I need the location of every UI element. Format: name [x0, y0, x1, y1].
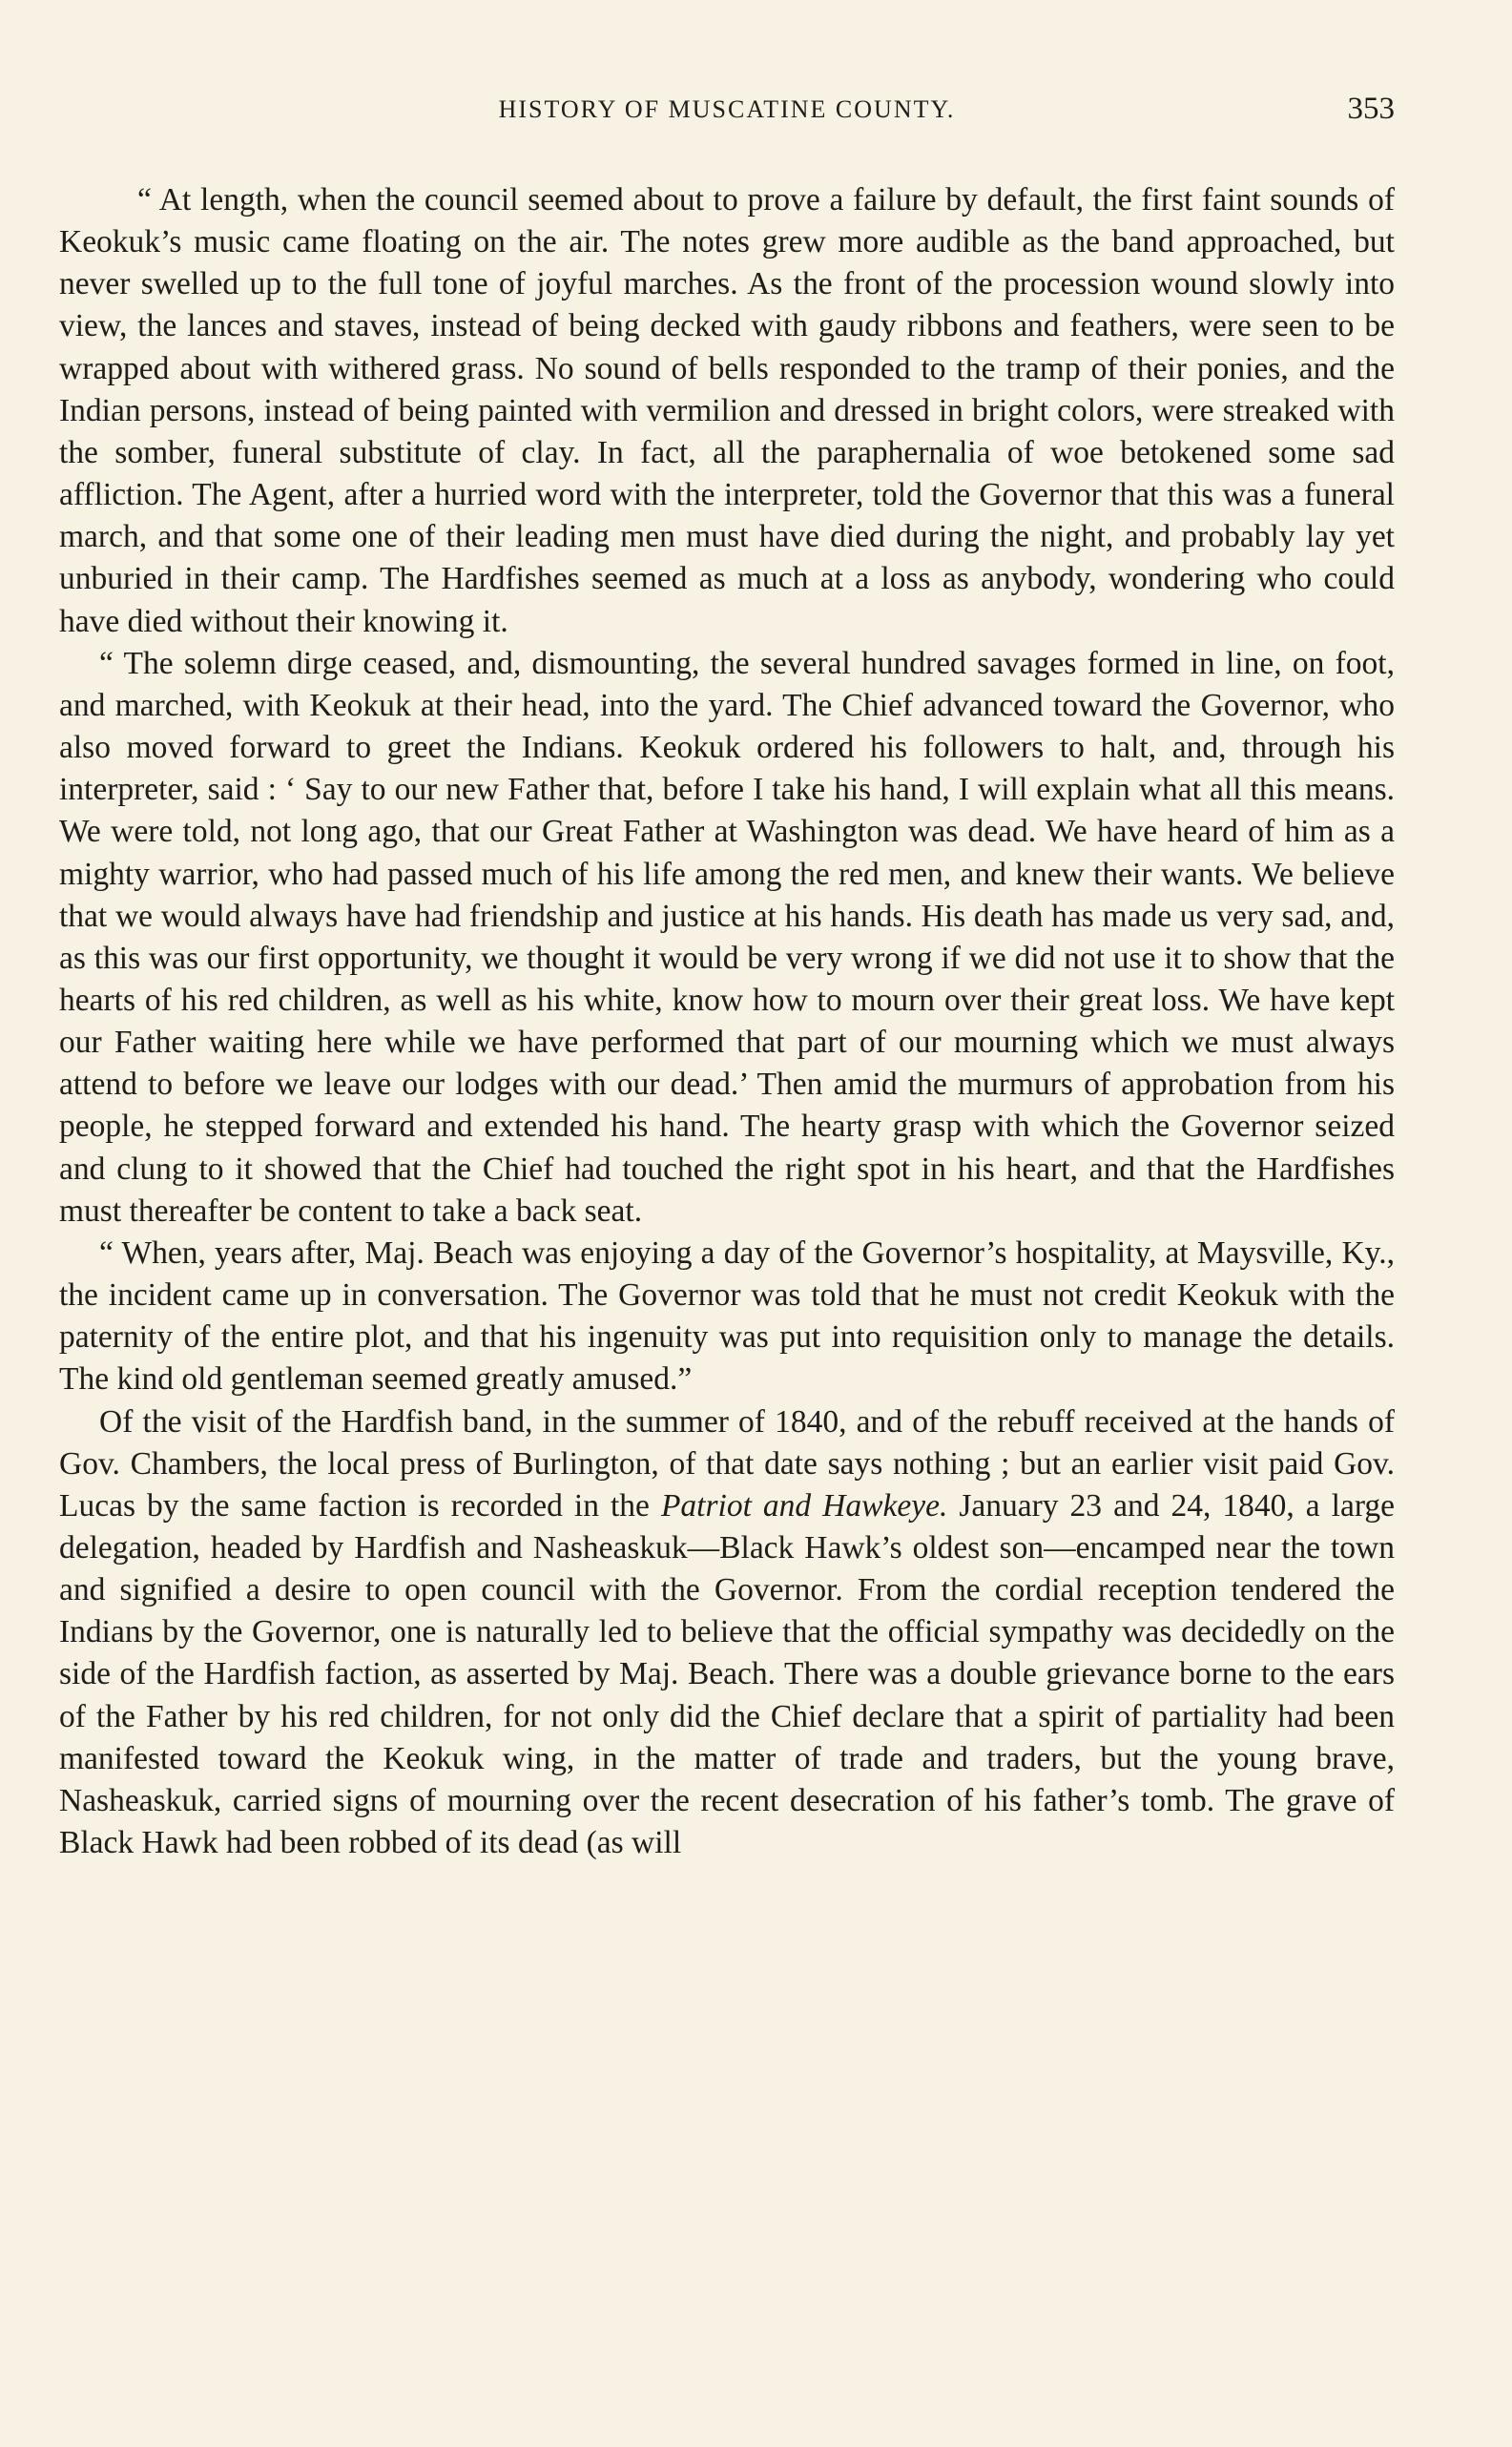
- body-text: [59, 179, 1395, 1864]
- paragraph-maj-beach: “ When, years after, Maj. Beach was enjoying a day of the Governor’s hospitality, at Maysville, Ky., the incident came up in conversation. The Governor was told that he must not credit Keokuk with the paternity of the entire plot, and that his ingenuity was put into requisition only to manage the details. The kind old gentleman seemed greatly amused.”: [59, 1234, 1395, 1398]
- running-title: HISTORY OF MUSCATINE COUNTY.: [498, 95, 956, 123]
- paragraph-text-segment: Of the visit of the Hardfish band, in the summer of 1840, and of the rebuff received at the hands of Gov. Chambers, the local press of Burlington, of that date says nothing ; but an earlier visit paid Gov. Lucas by the same faction is recorded in the: [59, 1403, 1395, 1524]
- paragraph-text-segment: January 23 and 24, 1840, a large delegation, headed by Hardfish and Nasheaskuk—Black Hawk’s oldest son—encamped near the town and signified a desire to open council with the Governor. From the cordial reception tendered the Indians by the Governor, one is naturally led to believe that the official sympathy was decidedly on the side of the Hardfish faction, as asserted by Maj. Beach. There was a double grievance borne to the ears of the Father by his red children, for not only did the Chief declare that a spirit of partiality had been manifested toward the Keokuk wing, in the matter of trade and traders, but the young brave, Nasheaskuk, carried signs of mourning over the recent desecration of his father’s tomb. The grave of Black Hawk had been robbed of its dead (as will: [59, 1487, 1396, 1861]
- running-head: [59, 92, 1395, 134]
- paragraph-solemn-dirge: “ The solemn dirge ceased, and, dismounting, the several hundred savages formed in line, on foot, and marched, with Keokuk at their head, into the yard. The Chief advanced toward the Governor, who also moved forward to greet the Indians. Keokuk ordered his followers to halt, and, through his interpreter, said : ‘ Say to our new Father that, before I take his hand, I will explain what all this means. We were told, not long ago, that our Great Father at Washington was dead. We have heard of him as a mighty warrior, who had passed much of his life among the red men, and knew their wants. We believe that we would always have had friendship and justice at his hands. His death has made us very sad, and, as this was our first opportunity, we thought it would be very wrong if we did not use it to show that the hearts of his red children, as well as his white, know how to mourn over their great loss. We have kept our Father waiting here while we have performed that part of our mourning which we must always attend to before we leave our lodges with our dead.’ Then amid the murmurs of approbation from his people, he stepped forward and extended his hand. The hearty grasp with which the Governor seized and clung to it showed that the Chief had touched the right spot in his heart, and that the Hardfishes must thereafter be content to take a back seat.: [59, 645, 1395, 1229]
- paragraph-keokuk-music: “ At length, when the council seemed about to prove a failure by default, the first faint sounds of Keokuk’s music came floating on the air. The notes grew more audible as the band approached, but never swelled up to the full tone of joyful marches. As the front of the procession wound slowly into view, the lances and staves, instead of being decked with gaudy ribbons and feathers, were seen to be wrapped about with withered grass. No sound of bells responded to the tramp of their ponies, and the Indian persons, instead of being painted with vermilion and dressed in bright colors, were streaked with the somber, funeral substitute of clay. In fact, all the paraphernalia of woe betokened some sad affliction. The Agent, after a hurried word with the interpreter, told the Governor that this was a funeral march, and that some one of their leading men must have died during the night, and probably lay yet unburied in their camp. The Hardfishes seemed as much at a loss as anybody, wondering who could have died without their knowing it.: [59, 182, 1395, 639]
- page-number: 353: [1347, 92, 1395, 126]
- newspaper-title: Patriot and Hawkeye.: [660, 1487, 948, 1524]
- paragraph-hardfish-visit: [59, 1401, 1395, 1865]
